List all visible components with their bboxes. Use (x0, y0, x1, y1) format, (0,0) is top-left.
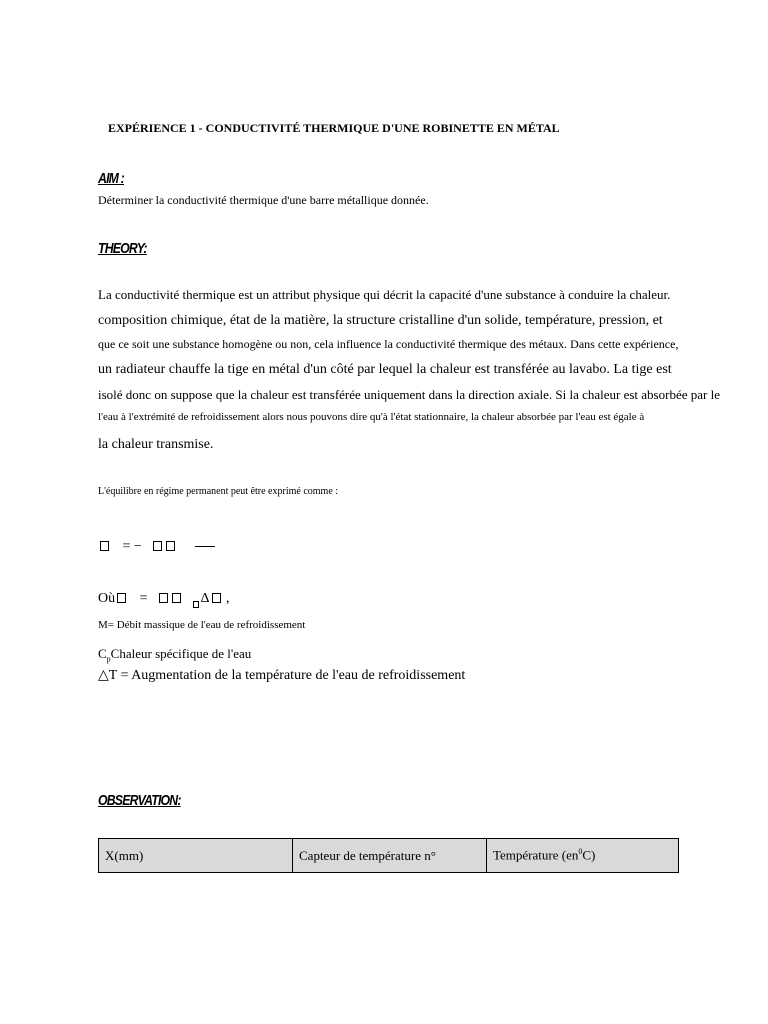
theory-line-1: La conductivité thermique est un attribut physique qui décrit la capacité d'une substance à conduire la chaleur. (98, 287, 671, 302)
column-header-x: X(mm) (99, 839, 293, 873)
equilibrium-text: L'équilibre en régime permanent peut être exprimé comme : (98, 486, 339, 497)
theory-line-4: un radiateur chauffe la tige en métal d'un côté par lequel la chaleur est transférée au lavabo. La tige est (98, 362, 672, 377)
theory-heading: THEORY: (98, 240, 147, 257)
equation-2-equals: = (139, 591, 148, 606)
aim-heading: AIM : (98, 170, 124, 187)
aim-text: Déterminer la conductivité thermique d'une barre métallique donnée. (98, 193, 429, 207)
equation-2 (98, 591, 230, 608)
temperature-unit: C) (582, 847, 596, 863)
cp-symbol: C (98, 646, 107, 661)
cp-text: Chaleur spécifique de l'eau (110, 646, 252, 661)
placeholder-glyph (153, 541, 162, 551)
equation-1-operator: = − (122, 539, 142, 554)
equation-2-where: Où (98, 591, 116, 606)
cp-subscript: p (106, 654, 111, 664)
placeholder-glyph (100, 541, 109, 551)
theory-line-7: la chaleur transmise. (98, 437, 214, 452)
equation-1 (98, 539, 215, 555)
document-title: EXPÉRIENCE 1 - CONDUCTIVITÉ THERMIQUE D'UNE ROBINETTE EN MÉTAL (108, 121, 560, 135)
delta-t-definition: △T = Augmentation de la température de l'eau de refroidissement (98, 668, 466, 683)
mass-flow-definition: M= Débit massique de l'eau de refroidissement (98, 619, 306, 631)
placeholder-glyph (193, 601, 199, 608)
placeholder-glyph (159, 593, 168, 603)
theory-line-6: l'eau à l'extrémité de refroidissement alors nous pouvons dire qu'à l'état stationnaire, la chaleur absorbée par l'eau est égale à (98, 411, 645, 423)
theory-line-2: composition chimique, état de la matière, la structure cristalline d'un solide, température, pression, et (98, 313, 663, 328)
observation-table (98, 838, 679, 873)
degree-superscript: 0 (578, 847, 583, 857)
delta-symbol: Δ (200, 591, 210, 606)
column-header-temperature (487, 839, 679, 873)
table-header-row (99, 839, 679, 873)
placeholder-glyph (166, 541, 175, 551)
placeholder-glyph (212, 593, 221, 603)
specific-heat-definition (98, 646, 251, 664)
theory-line-5: isolé donc on suppose que la chaleur est transférée uniquement dans la direction axiale. Si la chaleur est absorbée par le (98, 387, 720, 402)
placeholder-glyph (172, 593, 181, 603)
temperature-label: Température (en (493, 847, 579, 863)
placeholder-glyph (117, 593, 126, 603)
fraction-bar (195, 546, 215, 547)
theory-line-3: que ce soit une substance homogène ou non, cela influence la conductivité thermique des métaux. Dans cette expérience, (98, 337, 679, 351)
column-header-sensor: Capteur de température n° (293, 839, 487, 873)
equation-2-comma: , (226, 591, 230, 606)
observation-heading: OBSERVATION: (98, 792, 181, 809)
